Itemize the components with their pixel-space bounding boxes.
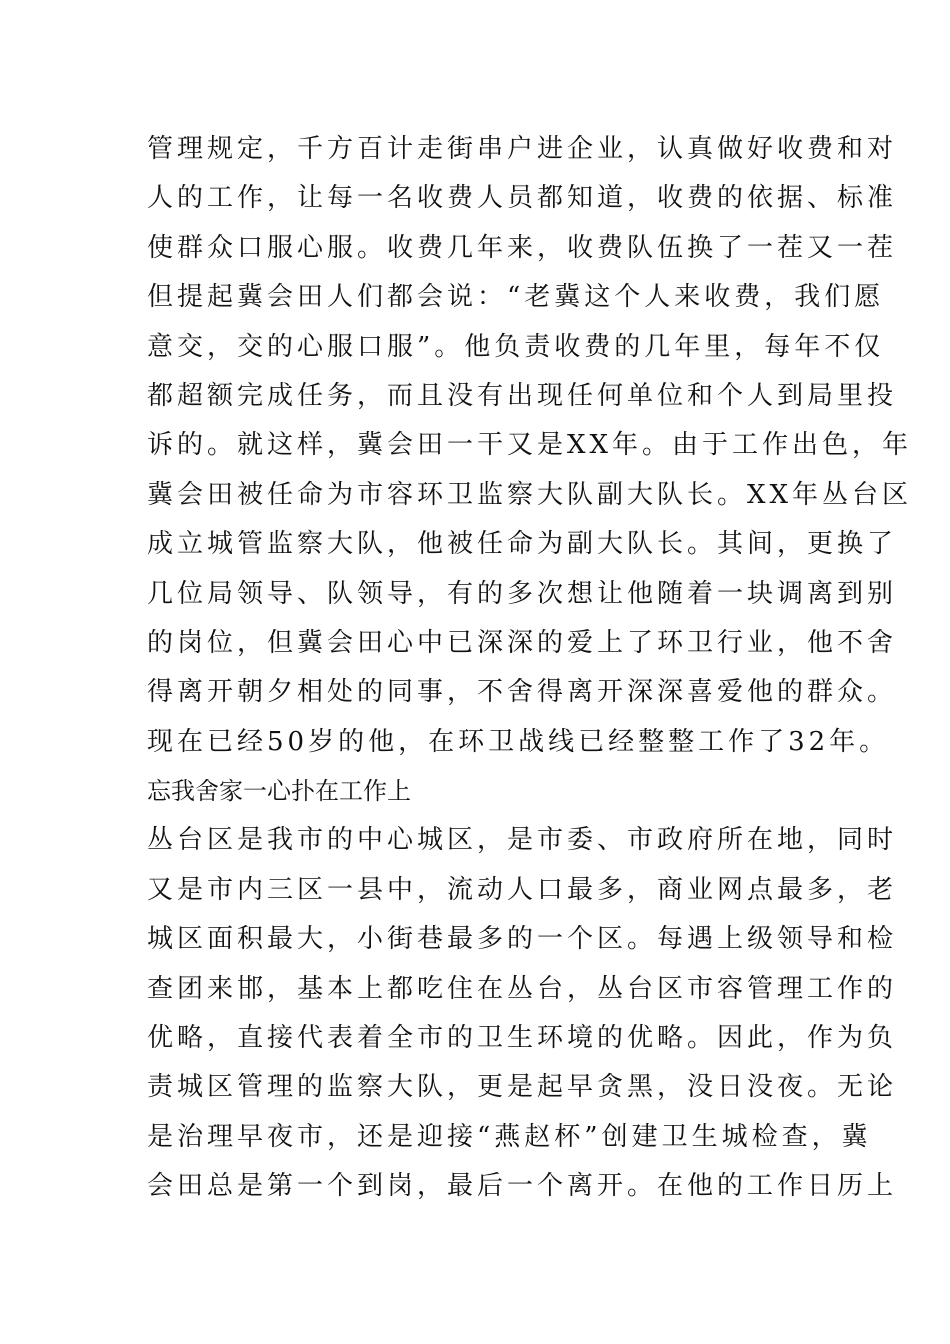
text-line: 冀会田被任命为市容环卫监察大队副大队长。XX年丛台区 [147, 479, 913, 510]
text-line: 责城区管理的监察大队，更是起早贪黑，没日没夜。无论 [147, 1072, 898, 1103]
text-line: 诉的。就这样，冀会田一干又是XX年。由于工作出色，年 [147, 430, 913, 461]
text-line: 会田总是第一个到岗，最后一个离开。在他的工作日历上 [147, 1171, 898, 1202]
text-line: 成立城管监察大队，他被任命为副大队长。其间，更换了 [147, 529, 898, 560]
text-line: 现在已经50岁的他，在环卫战线已经整整工作了32年。 [147, 726, 890, 757]
text-line: 但提起冀会田人们都会说：“老冀这个人来收费，我们愿 [147, 282, 885, 313]
text-line: 意交，交的心服口服”。他负责收费的几年里，每年不仅 [147, 331, 885, 362]
text-line: 管理规定，千方百计走街串户进企业，认真做好收费和对 [147, 134, 898, 164]
text-line: 使群众口服心服。收费几年来，收费队伍换了一茬又一茬 [147, 232, 898, 263]
text-line: 得离开朝夕相处的同事，不舍得离开深深喜爱他的群众。 [147, 677, 898, 708]
text-line: 优略，直接代表着全市的卫生环境的优略。因此，作为负 [147, 1023, 898, 1054]
text-line: 查团来邯，基本上都吃住在丛台，丛台区市容管理工作的 [147, 973, 898, 1004]
text-line: 都超额完成任务，而且没有出现任何单位和个人到局里投 [147, 380, 898, 411]
section-heading: 忘我舍家一心扑在工作上 [147, 777, 411, 806]
text-line: 丛台区是我市的中心城区，是市委、市政府所在地，同时 [147, 825, 898, 856]
body-text [147, 125, 913, 1212]
text-line: 又是市内三区一县中，流动人口最多，商业网点最多，老 [147, 874, 898, 905]
text-line: 是治理早夜市，还是迎接“燕赵杯”创建卫生城检查，冀 [147, 1121, 872, 1152]
text-line: 城区面积最大，小街巷最多的一个区。每遇上级领导和检 [147, 924, 898, 955]
text-line: 几位局领导、队领导，有的多次想让他随着一块调离到别 [147, 578, 898, 609]
text-line: 的岗位，但冀会田心中已深深的爱上了环卫行业，他不舍 [147, 627, 898, 658]
text-line: 人的工作，让每一名收费人员都知道，收费的依据、标准 [147, 183, 898, 214]
